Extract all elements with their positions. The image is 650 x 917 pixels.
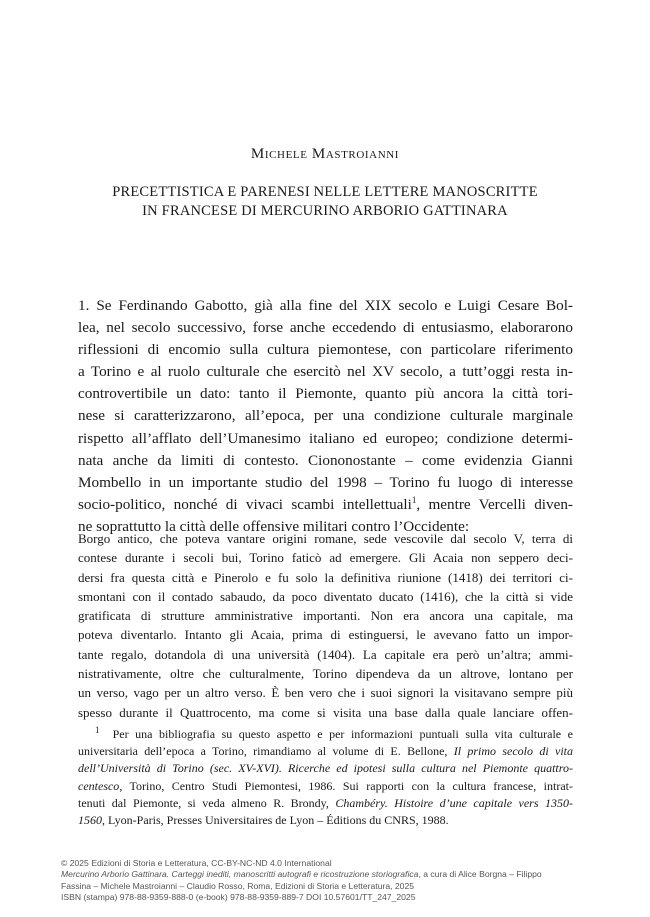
footnote-line bbox=[78, 726, 573, 743]
body-line: ne soprattutto la città delle offensive militari contro l’Occidente: bbox=[78, 517, 470, 535]
quote-line: un verso, vago per un altro verso. È ben vero che i suoi signori la visitavano sempre più bbox=[78, 685, 573, 701]
body-line: Mombello in un importante studio del 1998 – Torino fu luogo di interesse bbox=[78, 473, 573, 491]
body-line: rispetto all’afflato dell’Umanesimo italiano ed europeo; condizione determi- bbox=[78, 429, 573, 447]
block-quote bbox=[78, 529, 573, 722]
body-line-text: , mentre Vercelli diven- bbox=[416, 495, 573, 513]
quote-line: poteva diventarlo. Intanto gli Acaia, prima di estinguersi, le avevano fatto un impor- bbox=[78, 627, 573, 643]
title-line: PRECETTISTICA E PARENESI NELLE LETTERE MANOSCRITTE bbox=[112, 184, 538, 200]
quote-line: contese durante i secoli bui, Torino faticò ad emergere. Gli Acaia non seppero deci- bbox=[78, 550, 573, 566]
footnote-line bbox=[78, 743, 573, 760]
footnote-title-italic: Il primo secolo di vita bbox=[453, 744, 573, 759]
colophon-line bbox=[61, 869, 601, 880]
body-line: nese si caratterizzarono, all’epoca, per una condizione culturale marginale bbox=[78, 407, 573, 425]
copyright-line: © 2025 Edizioni di Storia e Letteratura, CC-BY-NC-ND 4.0 International bbox=[61, 858, 332, 868]
body-line: riflessioni di encomio sulla cultura piemontese, con particolare riferimento bbox=[78, 341, 573, 359]
footnote-title-italic: 1560 bbox=[78, 813, 102, 828]
quote-line: Borgo antico, che poteva vantare origini romane, sede vescovile dal secolo V, terra di bbox=[78, 531, 573, 546]
footnote-text: , Torino, Centro Studi Piemontesi, 1986. Sui rapporti con la cultura francese, intrat- bbox=[119, 778, 573, 793]
footnote-text: Per una bibliografia su questo aspetto e per informazioni puntuali sulla vita culturale e bbox=[112, 727, 573, 741]
isbn-doi-line: ISBN (stampa) 978-88-9359-888-0 (e-book) 978-88-9359-889-7 DOI 10.57601/TT_247_2025 bbox=[61, 891, 416, 902]
footnote-line bbox=[78, 795, 573, 812]
chapter-title bbox=[0, 183, 650, 221]
body-line: 1. Se Ferdinando Gabotto, già alla fine del XIX secolo e Luigi Cesare Bol- bbox=[78, 297, 573, 314]
quote-line: nistrativamente, oltre che culturalmente, Torino dipendeva da un altrove, lontano per bbox=[78, 666, 573, 682]
body-line: controvertibile un dato: tanto il Piemonte, quanto più ancora la città tori- bbox=[78, 385, 573, 403]
body-line: lea, nel secolo successivo, forse anche eccedendo di entusiasmo, elaborarono bbox=[78, 319, 573, 337]
quote-line: smontani con il contado sabaudo, da poco diventato ducato (1416), che la città si vide bbox=[78, 588, 573, 604]
author-name: Michele Mastroianni bbox=[250, 146, 400, 162]
footnote-reference[interactable]: 1 bbox=[411, 494, 417, 505]
colophon-text: , a cura di Alice Borgna – Filippo bbox=[418, 869, 542, 880]
colophon bbox=[61, 858, 601, 903]
footnote-line: dell’Università di Torino (sec. XV-XVI). Ricerche ed ipotesi sulla cultura nel Piemonte quattro- bbox=[78, 761, 573, 776]
quote-line: tante regalo, dotandola di una università (1404). La capitale era però un’altra; ammi- bbox=[78, 646, 573, 662]
footnote-text: universitaria dell’epoca a Torino, rimandiamo al volume di E. Bellone, bbox=[78, 744, 454, 759]
quote-line: spesso durante il Quattrocento, ma come si visita una base dalla quale lanciare offen- bbox=[78, 704, 573, 720]
book-title-italic: Mercurino Arborio Gattinara. Carteggi inediti, manoscritti autografi e ricostruzione storiografica bbox=[61, 869, 419, 880]
body-line: a Torino e al ruolo culturale che esercitò nel XV secolo, a tutt’oggi resta in- bbox=[78, 363, 573, 381]
footnote bbox=[78, 726, 573, 829]
footnote-number: 1 bbox=[95, 725, 100, 735]
footnote-text: tenuti dal Piemonte, si veda almeno R. Brondy, bbox=[78, 795, 336, 810]
footnote-title-italic: centesco bbox=[78, 778, 120, 793]
footnote-title-italic: Chambéry. Histoire d’une capitale vers 1350- bbox=[335, 795, 573, 810]
colophon-line: Fassina – Michele Mastroianni – Claudio Rosso, Roma, Edizioni di Storia e Letteratura, 2025 bbox=[61, 880, 415, 891]
body-line-text: socio-politico, nonché di vivaci scambi intellettuali bbox=[78, 495, 412, 513]
footnote-line bbox=[78, 778, 573, 795]
body-paragraph bbox=[78, 295, 573, 538]
body-line: nata anche da limiti di contesto. Ciononostante – come evidenzia Gianni bbox=[78, 451, 573, 469]
footnote-text: , Lyon-Paris, Presses Universitaires de Lyon – Éditions du CNRS, 1988. bbox=[102, 813, 449, 828]
title-line: IN FRANCESE DI MERCURINO ARBORIO GATTINARA bbox=[142, 203, 508, 219]
footnote-line bbox=[78, 812, 573, 829]
quote-line: dersi fra questa città e Pinerolo e fu solo la definitiva riunione (1418) dei territori ci- bbox=[78, 569, 573, 585]
body-line bbox=[78, 494, 573, 516]
quote-line: gratificata di strutture amministrative importanti. Non era ancora una capitale, ma bbox=[78, 608, 573, 624]
